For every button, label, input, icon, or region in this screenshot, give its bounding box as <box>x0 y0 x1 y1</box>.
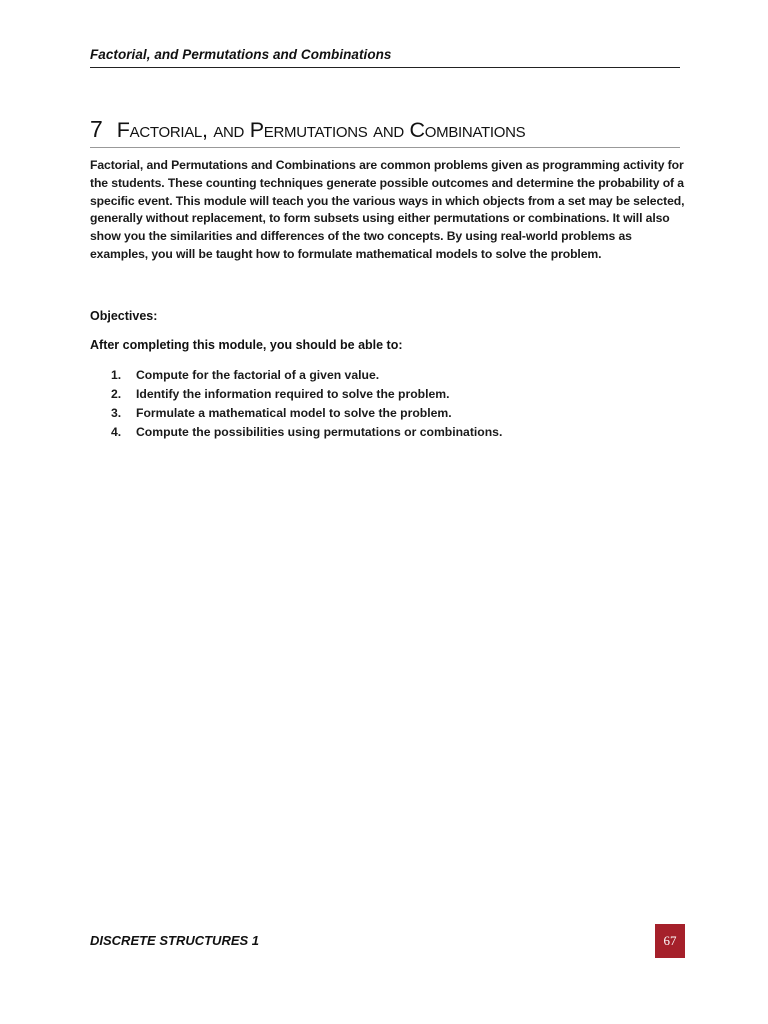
objectives-list <box>90 366 680 442</box>
list-item <box>90 404 680 423</box>
list-item-number: 2. <box>111 387 122 401</box>
header-divider <box>90 67 680 68</box>
list-item-text: Identify the information required to solve the problem. <box>136 387 450 401</box>
title-divider <box>90 147 680 148</box>
list-item-number: 1. <box>111 368 122 382</box>
footer-course-name: DISCRETE STRUCTURES 1 <box>90 933 260 948</box>
list-item-text: Compute for the factorial of a given value. <box>136 368 380 382</box>
intro-paragraph: Factorial, and Permutations and Combinations are common problems given as programming activity for the students. These counting techniques generate possible outcomes and determine the probability of a specific event. This module will teach you the various ways in which objects from a set may be selected, generally without replacement, to form subsets using either permutations or combinations. It will also show you the similarities and differences of the two concepts. By using real-world problems as examples, you will be taught how to formulate mathematical models to solve the problem. <box>90 158 685 261</box>
objectives-heading: Objectives: <box>90 309 158 323</box>
chapter-heading <box>90 116 680 143</box>
chapter-number: 7 <box>90 116 103 142</box>
list-item <box>90 385 680 404</box>
chapter-title: Factorial, and Permutations and Combinations <box>116 118 526 142</box>
objectives-lead: After completing this module, you should be able to: <box>90 338 403 352</box>
list-item <box>90 423 680 442</box>
page-number-badge: 67 <box>655 924 685 958</box>
list-item-number: 4. <box>111 425 122 439</box>
list-item <box>90 366 680 385</box>
list-item-text: Formulate a mathematical model to solve the problem. <box>136 406 452 420</box>
list-item-text: Compute the possibilities using permutations or combinations. <box>136 425 503 439</box>
running-header: Factorial, and Permutations and Combinations <box>90 47 392 62</box>
list-item-number: 3. <box>111 406 122 420</box>
